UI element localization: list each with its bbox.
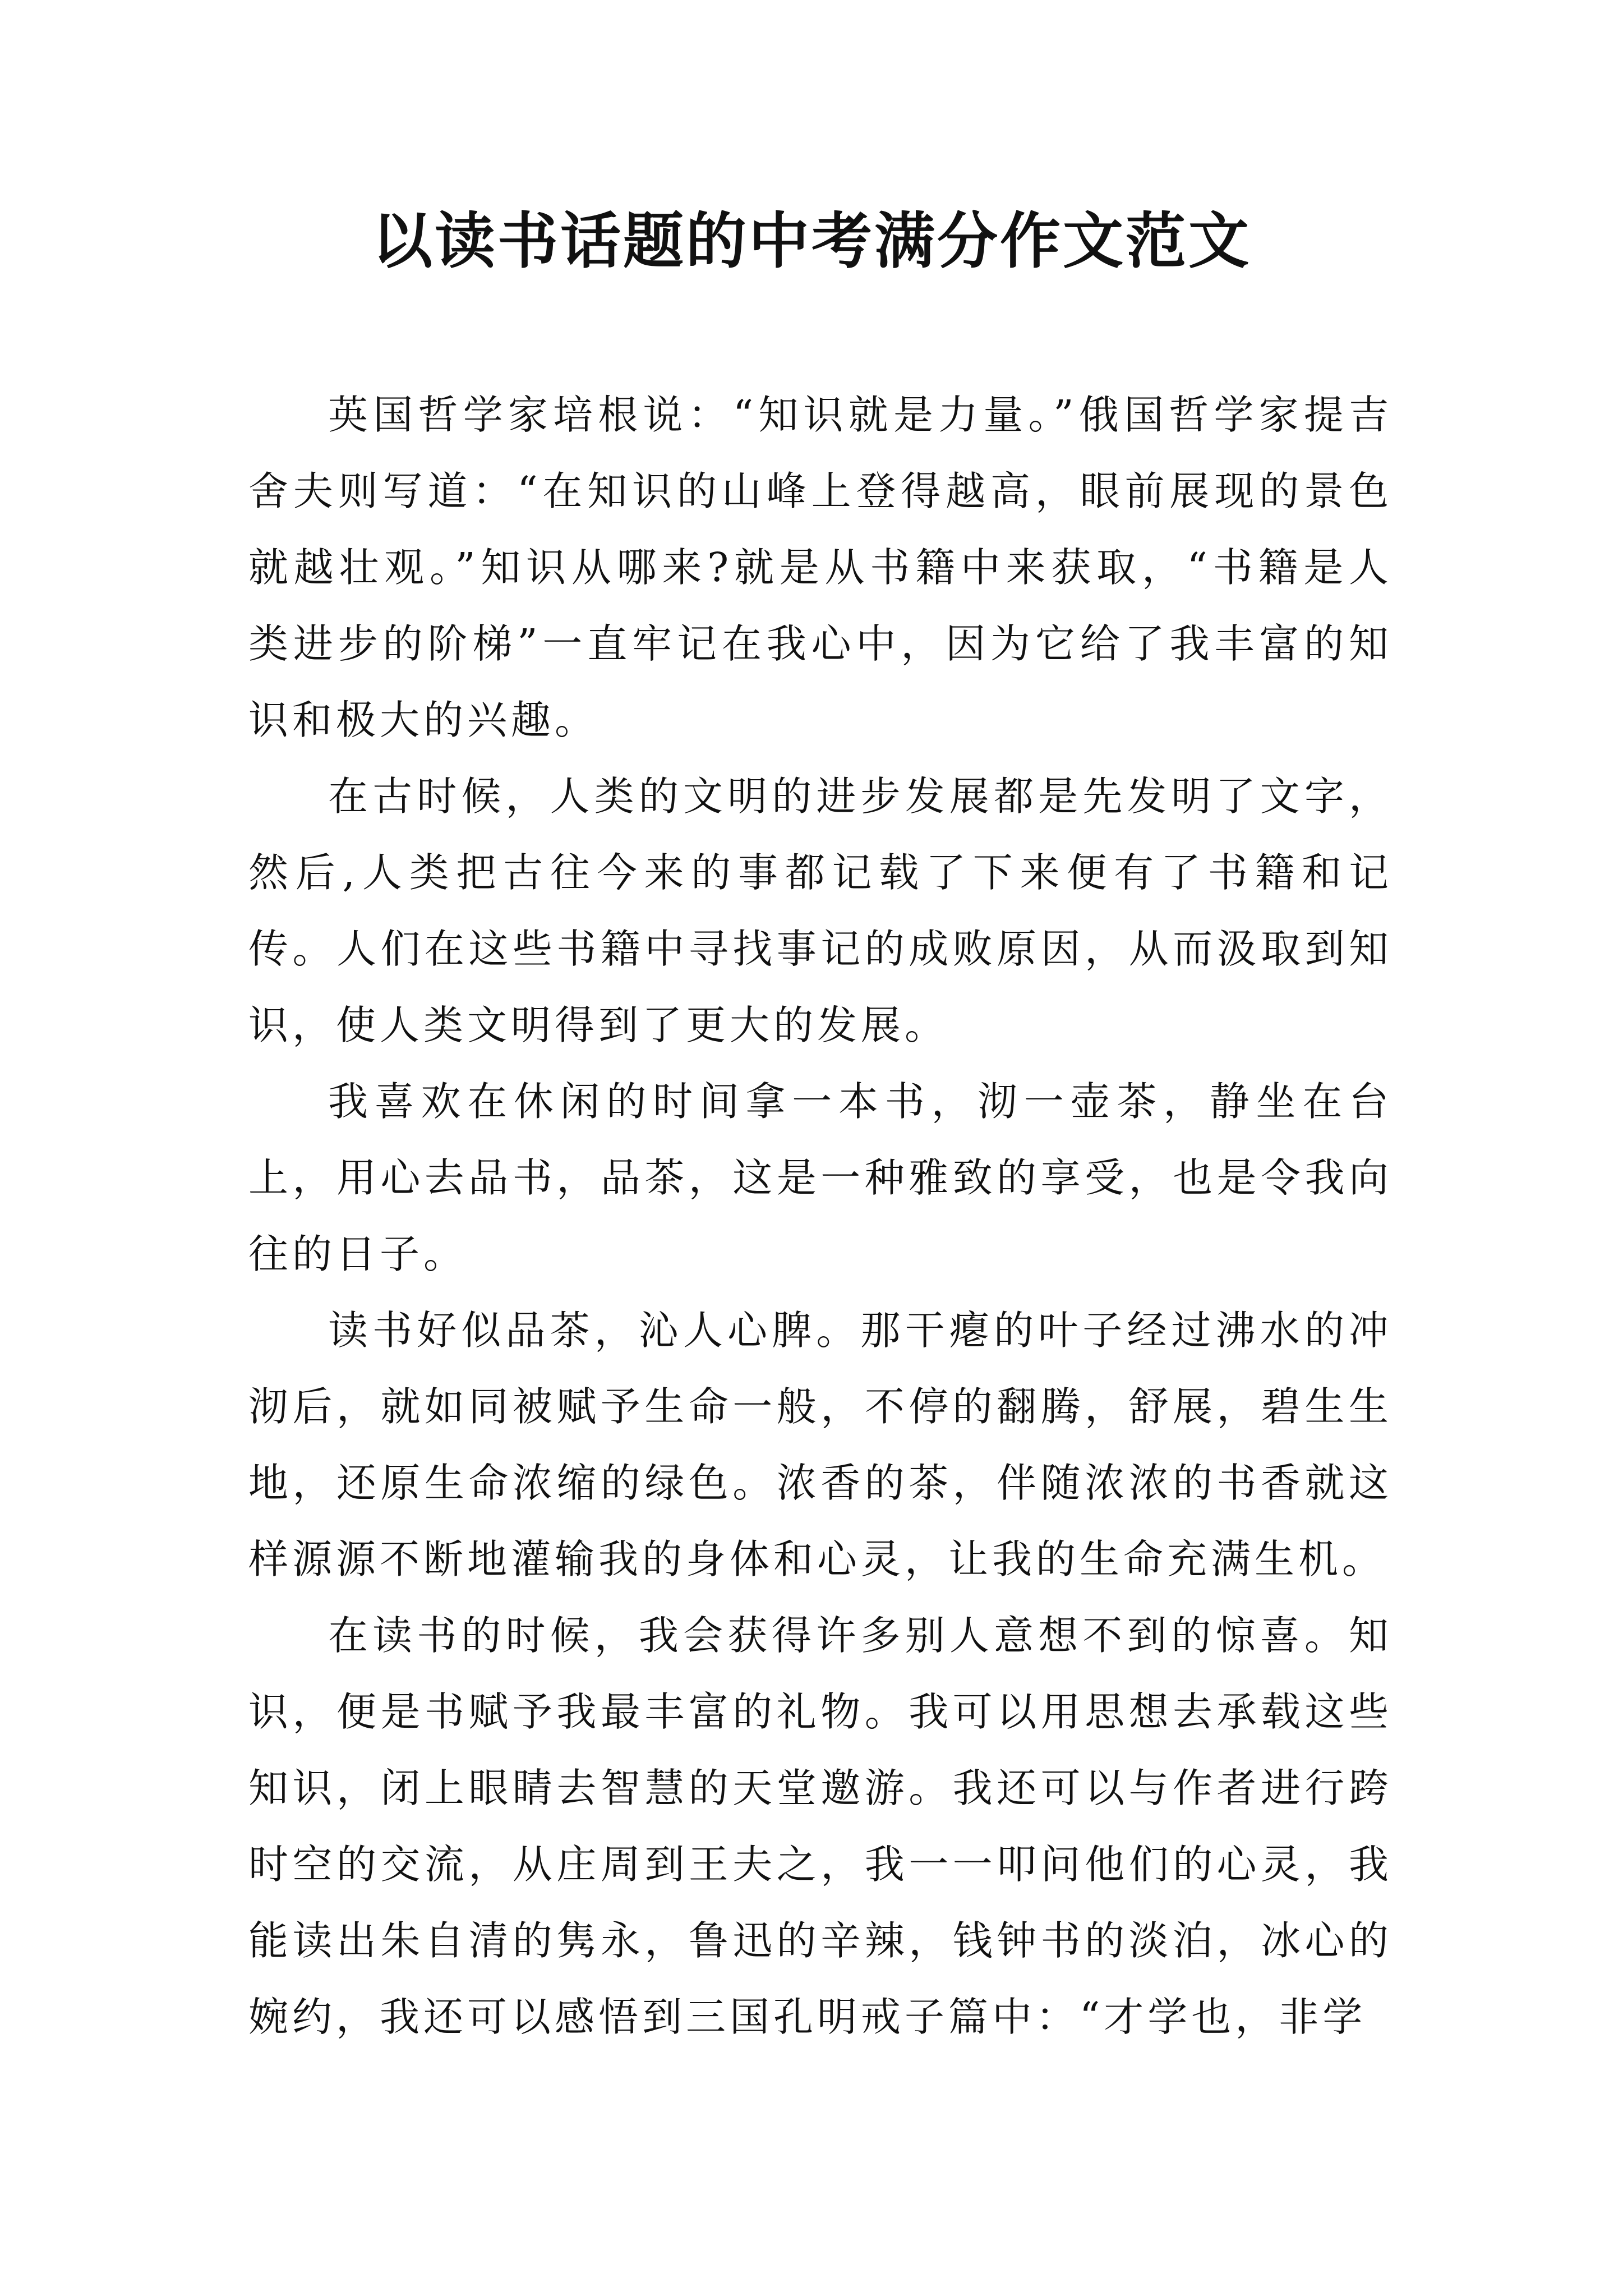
paragraph-5: 在读书的时候，我会获得许多别人意想不到的惊喜。知识，便是书赋予我最丰富的礼物。我可以用思想去承载这些知识，闭上眼睛去智慧的天堂邀游。我还可以与作者进行跨时空的交流，从庄周到王夫之，我一一叩问他们的心灵，我能读出朱自清的隽永，鲁迅的辛辣，钱钟书的淡泊，冰心的婉约，我还可以感悟到三国孔明戒子篇中：“才学也，非学 bbox=[248, 1612, 1393, 2040]
paragraph-2: 在古时候，人类的文明的进步发展都是先发明了文字，然后,人类把古往今来的事都记载了下来便有了书籍和记传。人们在这些书籍中寻找事记的成败原因，从而汲取到知识，使人类文明得到了更大的发展。 bbox=[248, 773, 1393, 1048]
document-body bbox=[248, 377, 1393, 2055]
paragraph-3: 我喜欢在休闲的时间拿一本书，沏一壶茶，静坐在台上，用心去品书，品茶，这是一种雅致的享受，也是令我向往的日子。 bbox=[248, 1078, 1393, 1277]
paragraph-1: 英国哲学家培根说：“知识就是力量。”俄国哲学家提吉舍夫则写道：“在知识的山峰上登得越高，眼前展现的景色就越壮观。”知识从哪来?就是从书籍中来获取，“书籍是人类进步的阶梯”一直牢记在我心中，因为它给了我丰富的知识和极大的兴趣。 bbox=[248, 392, 1393, 743]
paragraph-4: 读书好似品茶，沁人心脾。那干瘪的叶子经过沸水的冲沏后，就如同被赋予生命一般，不停的翻腾，舒展，碧生生地，还原生命浓缩的绿色。浓香的茶，伴随浓浓的书香就这样源源不断地灌输我的身体和心灵，让我的生命充满生机。 bbox=[248, 1307, 1393, 1582]
document-title: 以读书话题的中考满分作文范文 bbox=[371, 206, 1251, 277]
